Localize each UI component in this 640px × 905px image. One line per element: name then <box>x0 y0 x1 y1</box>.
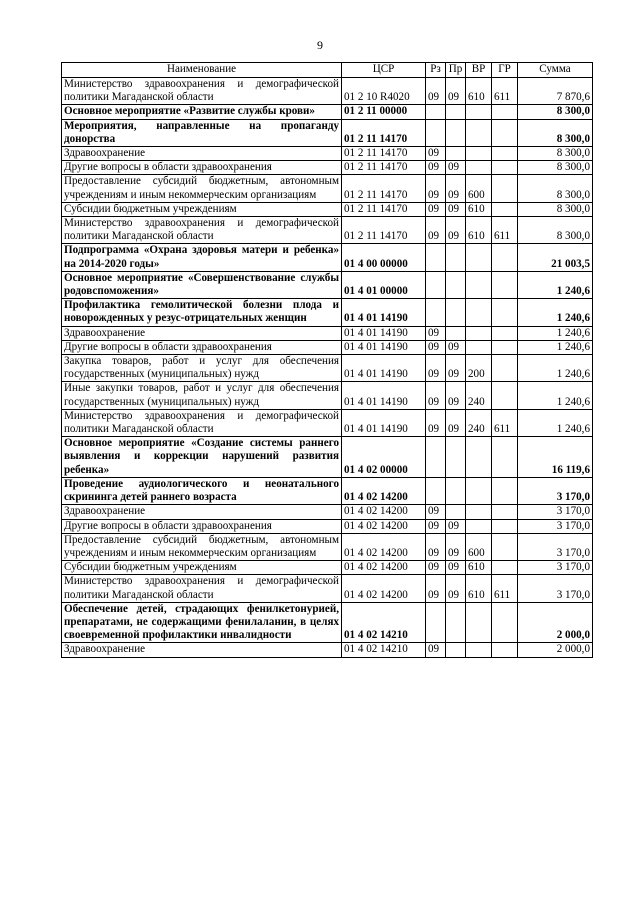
cell-sum: 1 240,6 <box>518 271 593 298</box>
cell-vr <box>466 437 492 478</box>
cell-pr <box>446 244 466 271</box>
cell-csr: 01 4 02 14200 <box>342 533 426 560</box>
cell-pr <box>446 437 466 478</box>
cell-sum: 16 119,6 <box>518 437 593 478</box>
cell-rz: 09 <box>426 505 446 519</box>
table-row <box>62 217 593 244</box>
cell-pr: 09 <box>446 175 466 202</box>
cell-pr <box>446 105 466 119</box>
cell-vr <box>466 147 492 161</box>
cell-rz: 09 <box>426 519 446 533</box>
cell-vr <box>466 505 492 519</box>
cell-gr <box>492 561 518 575</box>
cell-gr <box>492 326 518 340</box>
cell-name: Иные закупки товаров, работ и услуг для обеспечения государственных (муниципальных) нужд <box>62 382 342 409</box>
cell-name: Мероприятия, направленные на пропаганду донорства <box>62 119 342 146</box>
cell-gr: 611 <box>492 78 518 105</box>
cell-rz: 09 <box>426 340 446 354</box>
cell-rz: 09 <box>426 147 446 161</box>
cell-csr: 01 2 11 14170 <box>342 202 426 216</box>
cell-name: Предоставление субсидий бюджетным, автономным учреждениям и иным некоммерческим организациям <box>62 175 342 202</box>
cell-csr: 01 4 02 14200 <box>342 477 426 504</box>
cell-rz: 09 <box>426 575 446 602</box>
cell-pr: 09 <box>446 78 466 105</box>
column-header-name: Наименование <box>62 63 342 78</box>
cell-vr: 600 <box>466 175 492 202</box>
cell-csr: 01 4 00 00000 <box>342 244 426 271</box>
cell-csr: 01 4 02 14210 <box>342 602 426 643</box>
cell-csr: 01 4 01 14190 <box>342 299 426 326</box>
cell-sum: 7 870,6 <box>518 78 593 105</box>
cell-sum: 8 300,0 <box>518 105 593 119</box>
cell-gr <box>492 437 518 478</box>
column-header-vr: ВР <box>466 63 492 78</box>
cell-name: Обеспечение детей, страдающих фенилкетонурией, препаратами, не содержащими фенилаланин, в целях своевременной профилактики инвалидности <box>62 602 342 643</box>
cell-sum: 8 300,0 <box>518 161 593 175</box>
table-row <box>62 147 593 161</box>
cell-pr <box>446 271 466 298</box>
cell-rz <box>426 602 446 643</box>
cell-csr: 01 2 11 14170 <box>342 119 426 146</box>
cell-gr <box>492 119 518 146</box>
cell-vr: 240 <box>466 409 492 436</box>
cell-name: Предоставление субсидий бюджетным, автономным учреждениям и иным некоммерческим организациям <box>62 533 342 560</box>
cell-rz: 09 <box>426 217 446 244</box>
cell-gr <box>492 105 518 119</box>
cell-name: Министерство здравоохранения и демографической политики Магаданской области <box>62 217 342 244</box>
table-row <box>62 271 593 298</box>
cell-pr: 09 <box>446 202 466 216</box>
cell-csr: 01 2 11 00000 <box>342 105 426 119</box>
cell-csr: 01 4 01 14190 <box>342 326 426 340</box>
table-row <box>62 519 593 533</box>
cell-gr <box>492 202 518 216</box>
cell-sum: 3 170,0 <box>518 519 593 533</box>
cell-pr <box>446 505 466 519</box>
cell-csr: 01 4 01 14190 <box>342 355 426 382</box>
cell-sum: 3 170,0 <box>518 575 593 602</box>
cell-sum: 3 170,0 <box>518 505 593 519</box>
table-header-row <box>62 63 593 78</box>
cell-name: Министерство здравоохранения и демографической политики Магаданской области <box>62 575 342 602</box>
table-body <box>62 78 593 658</box>
column-header-rz: Рз <box>426 63 446 78</box>
cell-sum: 21 003,5 <box>518 244 593 271</box>
cell-name: Здравоохранение <box>62 643 342 657</box>
cell-csr: 01 2 11 14170 <box>342 175 426 202</box>
cell-vr <box>466 477 492 504</box>
table-row <box>62 175 593 202</box>
cell-pr: 09 <box>446 340 466 354</box>
cell-pr: 09 <box>446 382 466 409</box>
cell-name: Субсидии бюджетным учреждениям <box>62 561 342 575</box>
cell-rz: 09 <box>426 561 446 575</box>
cell-pr <box>446 643 466 657</box>
cell-csr: 01 4 02 14200 <box>342 519 426 533</box>
table-row <box>62 119 593 146</box>
cell-gr: 611 <box>492 217 518 244</box>
cell-vr: 610 <box>466 561 492 575</box>
budget-table <box>61 62 593 658</box>
cell-pr <box>446 602 466 643</box>
cell-name: Субсидии бюджетным учреждениям <box>62 202 342 216</box>
cell-vr: 610 <box>466 217 492 244</box>
table-row <box>62 602 593 643</box>
cell-gr <box>492 147 518 161</box>
cell-name: Здравоохранение <box>62 326 342 340</box>
cell-name: Подпрограмма «Охрана здоровья матери и ребенка» на 2014-2020 годы» <box>62 244 342 271</box>
cell-csr: 01 4 02 14210 <box>342 643 426 657</box>
cell-vr: 610 <box>466 78 492 105</box>
cell-gr <box>492 505 518 519</box>
cell-pr <box>446 326 466 340</box>
cell-pr <box>446 147 466 161</box>
cell-vr <box>466 602 492 643</box>
cell-gr <box>492 533 518 560</box>
cell-sum: 8 300,0 <box>518 119 593 146</box>
cell-gr <box>492 340 518 354</box>
table-row <box>62 161 593 175</box>
cell-sum: 1 240,6 <box>518 355 593 382</box>
cell-sum: 1 240,6 <box>518 409 593 436</box>
cell-csr: 01 4 02 14200 <box>342 575 426 602</box>
cell-rz <box>426 244 446 271</box>
cell-rz: 09 <box>426 326 446 340</box>
cell-rz: 09 <box>426 409 446 436</box>
cell-name: Основное мероприятие «Создание системы раннего выявления и коррекции нарушений развития ребенка» <box>62 437 342 478</box>
cell-csr: 01 4 02 14200 <box>342 561 426 575</box>
cell-sum: 1 240,6 <box>518 382 593 409</box>
cell-vr <box>466 119 492 146</box>
cell-rz: 09 <box>426 643 446 657</box>
cell-rz <box>426 119 446 146</box>
cell-name: Министерство здравоохранения и демографической политики Магаданской области <box>62 409 342 436</box>
cell-csr: 01 4 02 00000 <box>342 437 426 478</box>
cell-name: Проведение аудиологического и неонатального скрининга детей раннего возраста <box>62 477 342 504</box>
cell-name: Здравоохранение <box>62 147 342 161</box>
cell-sum: 3 170,0 <box>518 533 593 560</box>
cell-rz: 09 <box>426 78 446 105</box>
cell-pr <box>446 119 466 146</box>
table-row <box>62 202 593 216</box>
column-header-csr: ЦСР <box>342 63 426 78</box>
cell-vr: 240 <box>466 382 492 409</box>
cell-sum: 3 170,0 <box>518 477 593 504</box>
cell-sum: 2 000,0 <box>518 643 593 657</box>
cell-gr <box>492 161 518 175</box>
cell-sum: 1 240,6 <box>518 340 593 354</box>
cell-gr <box>492 175 518 202</box>
cell-sum: 8 300,0 <box>518 147 593 161</box>
cell-pr <box>446 477 466 504</box>
cell-pr: 09 <box>446 355 466 382</box>
table-row <box>62 409 593 436</box>
table-row <box>62 355 593 382</box>
table-row <box>62 326 593 340</box>
cell-pr <box>446 299 466 326</box>
cell-rz <box>426 477 446 504</box>
cell-name: Министерство здравоохранения и демографической политики Магаданской области <box>62 78 342 105</box>
cell-csr: 01 2 11 14170 <box>342 161 426 175</box>
cell-sum: 8 300,0 <box>518 217 593 244</box>
cell-vr <box>466 161 492 175</box>
cell-vr: 200 <box>466 355 492 382</box>
cell-csr: 01 4 01 00000 <box>342 271 426 298</box>
cell-pr: 09 <box>446 561 466 575</box>
cell-name: Здравоохранение <box>62 505 342 519</box>
cell-rz <box>426 299 446 326</box>
table-row <box>62 643 593 657</box>
cell-name: Закупка товаров, работ и услуг для обеспечения государственных (муниципальных) нужд <box>62 355 342 382</box>
cell-csr: 01 2 10 R4020 <box>342 78 426 105</box>
table-row <box>62 340 593 354</box>
cell-csr: 01 4 02 14200 <box>342 505 426 519</box>
cell-csr: 01 4 01 14190 <box>342 340 426 354</box>
cell-csr: 01 4 01 14190 <box>342 409 426 436</box>
cell-gr: 611 <box>492 575 518 602</box>
cell-pr: 09 <box>446 217 466 244</box>
cell-gr <box>492 643 518 657</box>
cell-pr: 09 <box>446 575 466 602</box>
table-row <box>62 437 593 478</box>
cell-vr <box>466 643 492 657</box>
table-row <box>62 244 593 271</box>
cell-gr <box>492 519 518 533</box>
cell-vr <box>466 105 492 119</box>
column-header-pr: Пр <box>446 63 466 78</box>
cell-gr <box>492 382 518 409</box>
cell-gr: 611 <box>492 409 518 436</box>
cell-rz: 09 <box>426 355 446 382</box>
cell-sum: 8 300,0 <box>518 175 593 202</box>
cell-sum: 8 300,0 <box>518 202 593 216</box>
cell-name: Другие вопросы в области здравоохранения <box>62 161 342 175</box>
page-number: 9 <box>317 38 323 52</box>
cell-gr <box>492 477 518 504</box>
table-row <box>62 561 593 575</box>
cell-gr <box>492 244 518 271</box>
cell-vr <box>466 326 492 340</box>
cell-vr: 600 <box>466 533 492 560</box>
cell-rz <box>426 271 446 298</box>
table-row <box>62 105 593 119</box>
table-row <box>62 505 593 519</box>
cell-vr: 610 <box>466 575 492 602</box>
cell-vr <box>466 244 492 271</box>
cell-rz <box>426 105 446 119</box>
cell-gr <box>492 271 518 298</box>
cell-sum: 2 000,0 <box>518 602 593 643</box>
cell-gr <box>492 355 518 382</box>
table-row <box>62 299 593 326</box>
cell-pr: 09 <box>446 409 466 436</box>
cell-csr: 01 4 01 14190 <box>342 382 426 409</box>
cell-vr <box>466 340 492 354</box>
cell-pr: 09 <box>446 519 466 533</box>
cell-gr <box>492 602 518 643</box>
cell-rz: 09 <box>426 161 446 175</box>
cell-csr: 01 2 11 14170 <box>342 217 426 244</box>
cell-sum: 1 240,6 <box>518 299 593 326</box>
cell-name: Другие вопросы в области здравоохранения <box>62 519 342 533</box>
cell-name: Основное мероприятие «Развитие службы крови» <box>62 105 342 119</box>
table-row <box>62 382 593 409</box>
column-header-gr: ГР <box>492 63 518 78</box>
column-header-sum: Сумма <box>518 63 593 78</box>
table-row <box>62 477 593 504</box>
cell-vr <box>466 519 492 533</box>
cell-sum: 3 170,0 <box>518 561 593 575</box>
cell-rz: 09 <box>426 175 446 202</box>
cell-vr <box>466 299 492 326</box>
cell-rz: 09 <box>426 533 446 560</box>
cell-gr <box>492 299 518 326</box>
cell-pr: 09 <box>446 533 466 560</box>
cell-rz: 09 <box>426 382 446 409</box>
cell-sum: 1 240,6 <box>518 326 593 340</box>
cell-name: Профилактика гемолитической болезни плода и новорожденных у резус-отрицательных женщин <box>62 299 342 326</box>
cell-name: Основное мероприятие «Совершенствование службы родовспоможения» <box>62 271 342 298</box>
cell-vr: 610 <box>466 202 492 216</box>
cell-vr <box>466 271 492 298</box>
cell-pr: 09 <box>446 161 466 175</box>
table-row <box>62 533 593 560</box>
cell-csr: 01 2 11 14170 <box>342 147 426 161</box>
table-row <box>62 78 593 105</box>
cell-rz: 09 <box>426 202 446 216</box>
cell-rz <box>426 437 446 478</box>
cell-name: Другие вопросы в области здравоохранения <box>62 340 342 354</box>
table-row <box>62 575 593 602</box>
